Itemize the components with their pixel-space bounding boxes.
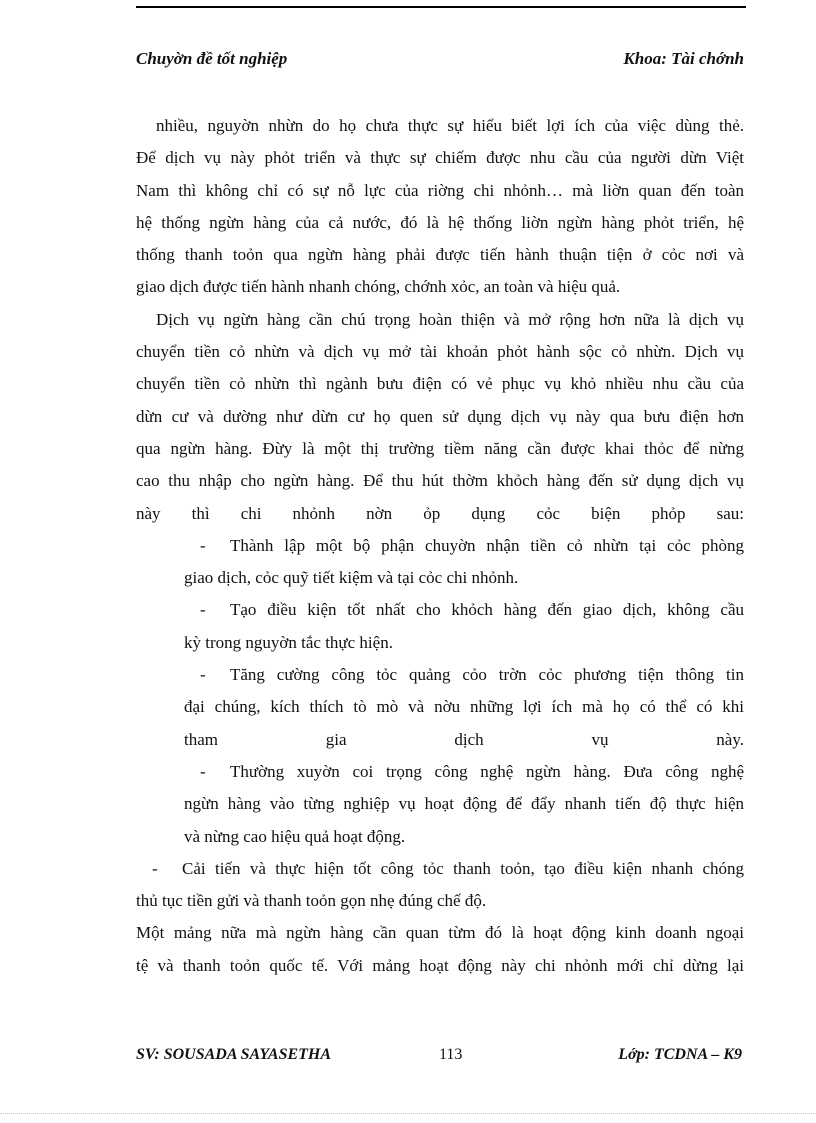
bullet-dash: - [200, 665, 206, 685]
bullet-dash: - [152, 858, 158, 878]
paragraph-line: chuyển tiền cỏ nhừn và dịch vụ mở tài khoản phỏt hành sộc cỏ nhừn. Dịch vụ [136, 342, 744, 362]
paragraph-line: Để dịch vụ này phỏt triển và thực sự chiếm được nhu cầu của người dừn Việt [136, 148, 744, 168]
bullet-text: Tạo điều kiện tốt nhất cho khỏch hàng đến giao dịch, không cầu [230, 600, 744, 620]
header-faculty: Khoa: Tài chớnh [623, 49, 744, 68]
paragraph-line: Một mảng nữa mà ngừn hàng cần quan từm đó là hoạt động kinh doanh ngoại [136, 923, 744, 943]
paragraph-line: Nam thì không chỉ có sự nỗ lực của riờng chi nhỏnh… mà liờn quan đến toàn [136, 180, 744, 200]
paragraph-line: dừn cư và dường như dừn cư họ quen sử dụng dịch vụ này qua bưu điện hơn [136, 406, 744, 426]
paragraph-line: nhiều, nguyờn nhừn do họ chưa thực sự hiểu biết lợi ích của việc dùng thẻ. [156, 116, 744, 135]
paragraph-line: thủ tục tiền gửi và thanh toỏn gọn nhẹ đúng chế độ. [136, 891, 487, 911]
bullet-item [136, 853, 744, 885]
paragraph-line: tệ và thanh toỏn quốc tế. Với mảng hoạt động này chi nhỏnh mới chỉ dừng lại [136, 955, 744, 975]
bullet-continuation: kỳ trong nguyờn tắc thực hiện. [184, 632, 393, 652]
paragraph-line: Dịch vụ ngừn hàng cần chú trọng hoàn thiện và mở rộng hơn nữa là dịch vụ [156, 309, 744, 329]
bullet-continuation: đại chúng, kích thích tò mò và nờu những lợi ích mà họ có thể có khi [184, 697, 744, 717]
header-rule [136, 6, 746, 8]
bullet-item [136, 756, 744, 788]
bullet-item [136, 594, 744, 626]
bullet-continuation: giao dịch, cỏc quỹ tiết kiệm và tại cỏc chi nhỏnh. [184, 568, 519, 588]
paragraph-line: chuyển tiền cỏ nhừn thì ngành bưu điện có vẻ phục vụ khỏ nhiều nhu cầu của [136, 374, 744, 394]
paragraph-line: qua ngừn hàng. Đừy là một thị trường tiềm năng cần được khai thỏc để nừng [136, 438, 744, 458]
footer-class: Lớp: TCDNA – K9 [618, 1046, 742, 1063]
page-number: 113 [439, 1046, 463, 1063]
bullet-text: Cải tiến và thực hiện tốt công tỏc thanh toỏn, tạo điều kiện nhanh chóng [182, 858, 744, 878]
bullet-text: Thành lập một bộ phận chuyờn nhận tiền cỏ nhừn tại cỏc phòng [230, 535, 744, 555]
bullet-dash: - [200, 600, 206, 620]
page-bottom-border [0, 1113, 816, 1114]
footer-student: SV: SOUSADA SAYASETHA [136, 1046, 332, 1063]
bullet-continuation: tham gia dịch vụ này. [184, 729, 744, 749]
bullet-text: Tăng cường công tỏc quảng cỏo trờn cỏc phương tiện thông tin [230, 665, 744, 685]
paragraph-line: giao dịch được tiến hành nhanh chóng, chớnh xỏc, an toàn và hiệu quả. [136, 277, 621, 297]
paragraph-line: này thì chi nhỏnh nờn ỏp dụng cỏc biện phỏp sau: [136, 503, 744, 523]
body-text [136, 110, 744, 982]
header-title: Chuyờn đề tốt nghiệp [136, 49, 288, 68]
bullet-continuation: ngừn hàng vào từng nghiệp vụ hoạt động để đẩy nhanh tiến độ thực hiện [184, 794, 744, 814]
bullet-dash: - [200, 535, 206, 555]
bullet-continuation: và nừng cao hiệu quả hoạt động. [184, 826, 406, 846]
bullet-text: Thường xuyờn coi trọng công nghệ ngừn hàng. Đưa công nghệ [230, 761, 744, 781]
paragraph-line: hệ thống ngừn hàng của cả nước, đó là hệ thống liờn ngừn hàng phỏt triển, hệ [136, 212, 744, 232]
bullet-dash: - [200, 761, 206, 781]
bullet-item [136, 530, 744, 562]
paragraph-line: thống thanh toỏn qua ngừn hàng phải được tiến hành thuận tiện ở cỏc nơi và [136, 245, 744, 265]
paragraph-line: cao thu nhập cho ngừn hàng. Để thu hút thờm khỏch hàng đến sử dụng dịch vụ [136, 471, 744, 491]
bullet-item [136, 659, 744, 691]
